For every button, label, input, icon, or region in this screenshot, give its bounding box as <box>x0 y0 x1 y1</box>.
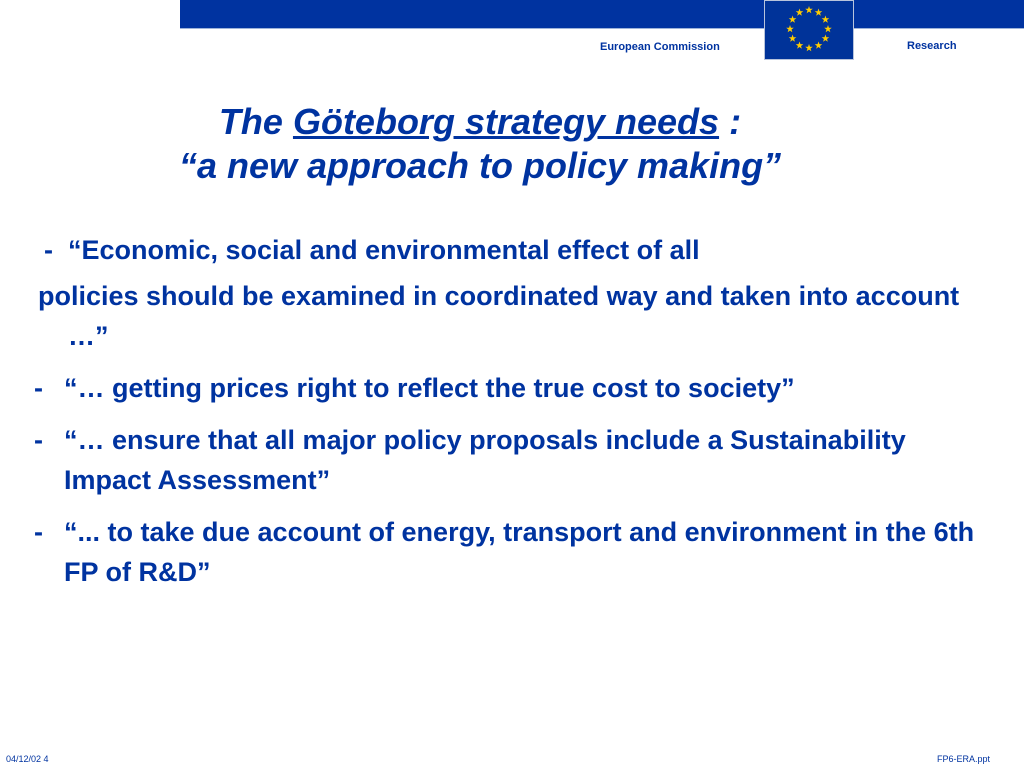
bullet-item <box>34 420 994 500</box>
bullet-text: “… ensure that all major policy proposals include a Sustainability Impact Assessment” <box>64 425 906 495</box>
bullet-dash: - <box>34 425 43 455</box>
star-icon <box>822 35 830 42</box>
eu-flag-logo <box>764 0 854 60</box>
slide-title <box>0 100 960 188</box>
bullet-text: “Economic, social and environmental effect of all <box>68 235 700 265</box>
bullet-dash: - <box>44 235 53 265</box>
star-icon <box>789 16 797 23</box>
bullet-dash: - <box>34 373 43 403</box>
bullet-text-continued: policies should be examined in coordinated way and taken into account …” <box>38 281 960 351</box>
star-icon <box>796 41 804 48</box>
star-icon <box>796 9 804 16</box>
footer-date-page: 04/12/02 4 <box>6 754 49 764</box>
bullet-list <box>34 230 994 604</box>
bullet-item <box>34 230 994 356</box>
star-icon <box>815 9 823 16</box>
star-icon <box>786 25 794 32</box>
star-icon <box>822 16 830 23</box>
footer-filename: FP6-ERA.ppt <box>936 754 990 764</box>
bullet-text: “… getting prices right to reflect the true cost to society” <box>64 373 795 403</box>
star-icon <box>805 6 813 13</box>
title-underlined: Göteborg strategy needs <box>292 101 720 142</box>
organization-name: European Commission <box>600 41 720 53</box>
eu-stars-icon <box>765 1 853 59</box>
star-icon <box>805 44 813 51</box>
star-icon <box>824 25 832 32</box>
title-line-1 <box>0 100 960 144</box>
department-name: Research <box>907 40 957 52</box>
bullet-dash: - <box>34 517 43 547</box>
bullet-text: “... to take due account of energy, transport and environment in the 6th FP of R&D” <box>64 517 975 587</box>
bullet-item <box>34 512 994 592</box>
header-bar <box>180 0 1024 28</box>
title-suffix: : <box>729 101 742 142</box>
title-prefix: The <box>218 101 283 142</box>
header-divider <box>180 28 1024 29</box>
star-icon <box>815 41 823 48</box>
bullet-item <box>34 368 994 408</box>
title-line-2: “a new approach to policy making” <box>178 145 782 186</box>
star-icon <box>789 35 797 42</box>
